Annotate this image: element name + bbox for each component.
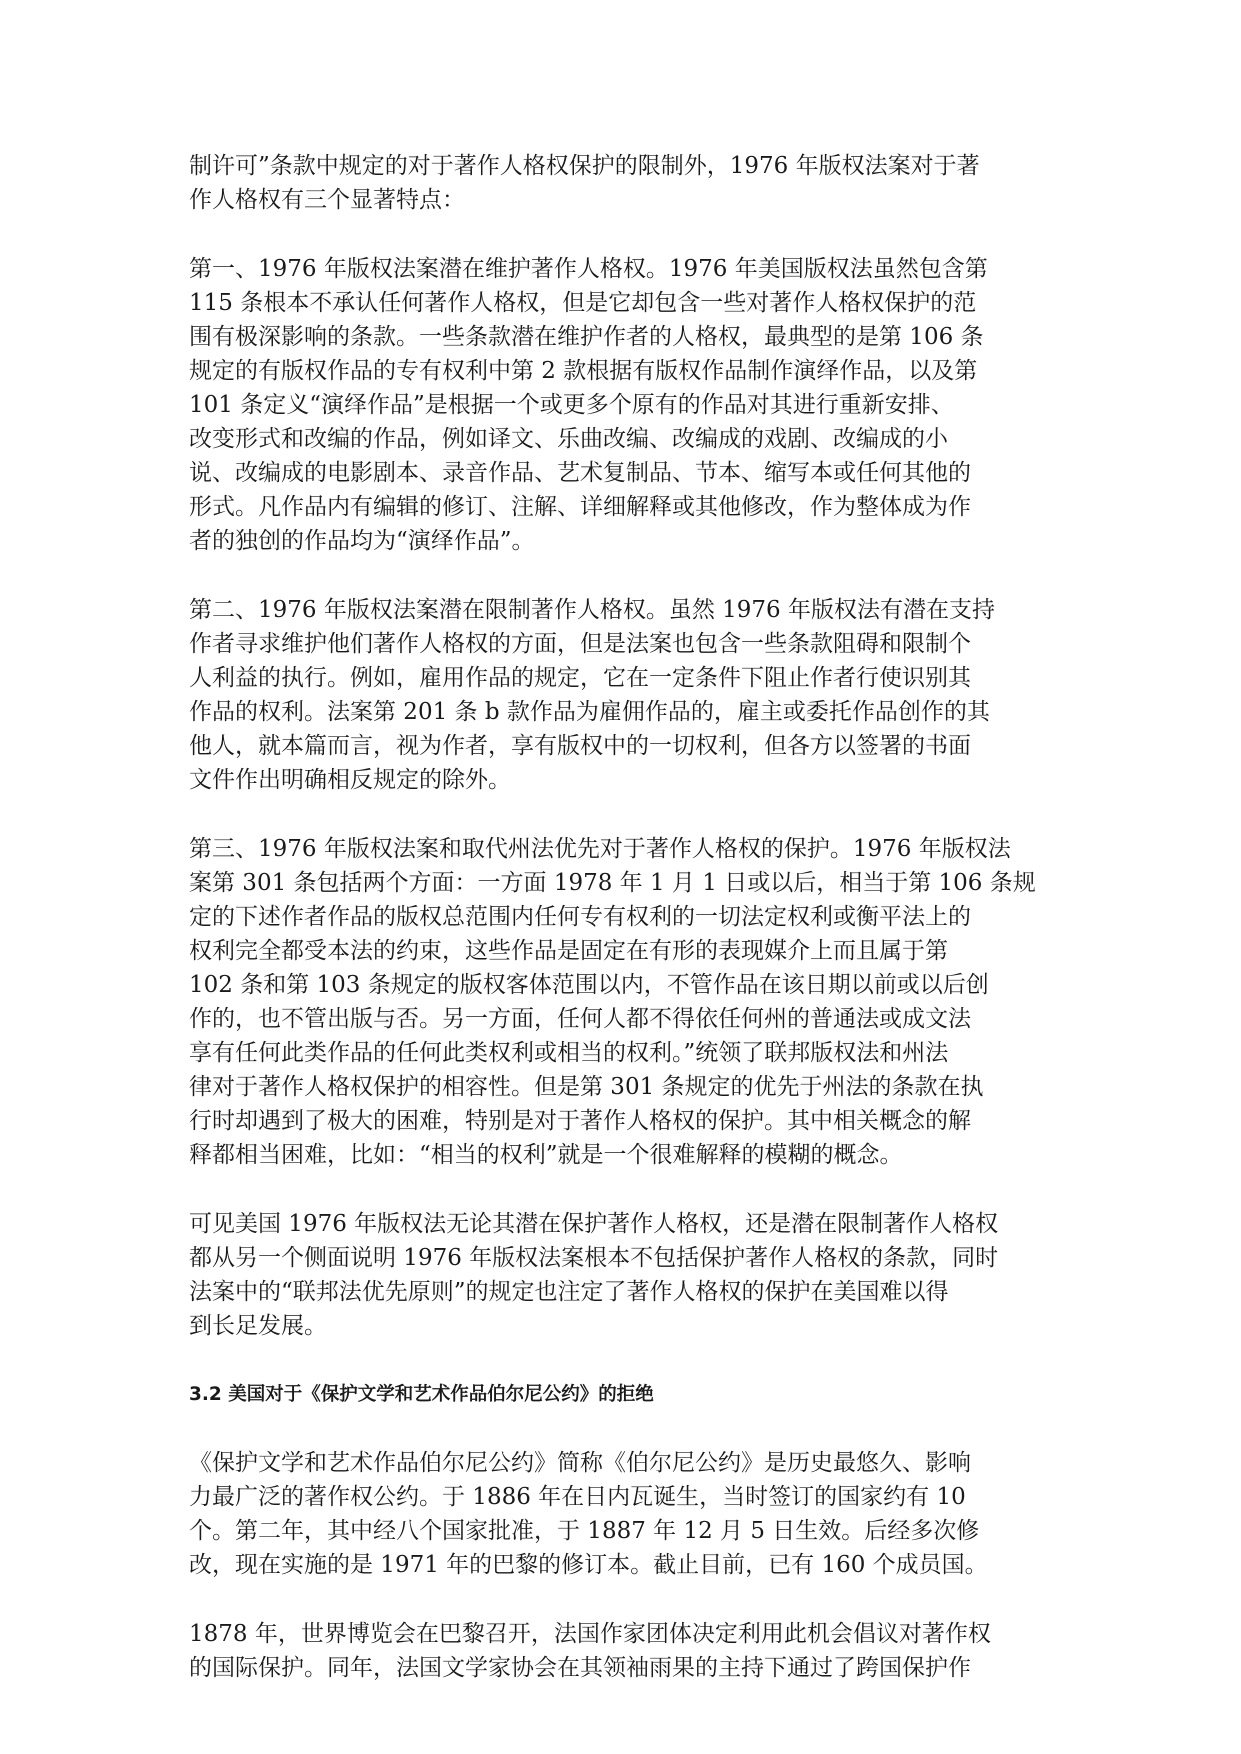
- document-body: [189, 149, 1069, 1720]
- paragraph-line: 法案中的“联邦法优先原则”的规定也注定了著作人格权的保护在美国难以得: [189, 1279, 949, 1305]
- paragraph: [189, 149, 1069, 217]
- paragraph-line: 作的，也不管出版与否。另一方面，任何人都不得依任何州的普通法或成文法: [189, 1006, 971, 1032]
- paragraph: [189, 1207, 1069, 1343]
- paragraph-line: 改，现在实施的是 1971 年的巴黎的修订本。截止目前，已有 160 个成员国。: [189, 1552, 988, 1578]
- paragraph-line: 第一、1976 年版权法案潜在维护著作人格权。1976 年美国版权法虽然包含第: [189, 256, 988, 282]
- paragraph-line: 文件作出明确相反规定的除外。: [189, 767, 511, 793]
- paragraph-line: 他人，就本篇而言，视为作者，享有版权中的一切权利，但各方以签署的书面: [189, 733, 971, 759]
- paragraph-line: 作品的权利。法案第 201 条 b 款作品为雇佣作品的，雇主或委托作品创作的其: [189, 699, 990, 725]
- paragraph-line: 行时却遇到了极大的困难，特别是对于著作人格权的保护。其中相关概念的解: [189, 1108, 971, 1134]
- paragraph-line: 的国际保护。同年，法国文学家协会在其领袖雨果的主持下通过了跨国保护作: [189, 1655, 971, 1681]
- paragraph-line: 到长足发展。: [189, 1313, 327, 1339]
- section-heading: 3.2 美国对于《保护文学和艺术作品伯尔尼公约》的拒绝: [189, 1384, 654, 1405]
- paragraph-line: 第二、1976 年版权法案潜在限制著作人格权。虽然 1976 年版权法有潜在支持: [189, 597, 995, 623]
- paragraph-line: 101 条定义“演绎作品”是根据一个或更多个原有的作品对其进行重新安排、: [189, 392, 954, 418]
- paragraph-line: 作者寻求维护他们著作人格权的方面，但是法案也包含一些条款阻碍和限制个: [189, 631, 971, 657]
- paragraph: [189, 1446, 1069, 1582]
- paragraph-group-bottom: [189, 1446, 1069, 1685]
- paragraph: [189, 252, 1069, 558]
- paragraph-line: 力最广泛的著作权公约。于 1886 年在日内瓦诞生，当时签订的国家约有 10: [189, 1484, 966, 1510]
- paragraph: [189, 832, 1069, 1172]
- paragraph-line: 1878 年，世界博览会在巴黎召开，法国作家团体决定利用此机会倡议对著作权: [189, 1621, 991, 1647]
- paragraph-line: 享有任何此类作品的任何此类权利或相当的权利。”统领了联邦版权法和州法: [189, 1040, 949, 1066]
- paragraph: [189, 1617, 1069, 1685]
- paragraph-line: 形式。凡作品内有编辑的修订、注解、详细解释或其他修改，作为整体成为作: [189, 494, 971, 520]
- paragraph-line: 案第 301 条包括两个方面：一方面 1978 年 1 月 1 日或以后，相当于第 106 条规: [189, 870, 1036, 896]
- paragraph-line: 围有极深影响的条款。一些条款潜在维护作者的人格权，最典型的是第 106 条: [189, 324, 984, 350]
- paragraph-line: 定的下述作者作品的版权总范围内任何专有权利的一切法定权利或衡平法上的: [189, 904, 971, 930]
- paragraph-line: 都从另一个侧面说明 1976 年版权法案根本不包括保护著作人格权的条款，同时: [189, 1245, 999, 1271]
- paragraph-line: 改变形式和改编的作品，例如译文、乐曲改编、改编成的戏剧、改编成的小: [189, 426, 948, 452]
- paragraph-line: 权利完全都受本法的约束，这些作品是固定在有形的表现媒介上而且属于第: [189, 938, 948, 964]
- paragraph-line: 102 条和第 103 条规定的版权客体范围以内，不管作品在该日期以前或以后创: [189, 972, 989, 998]
- paragraph-line: 说、改编成的电影剧本、录音作品、艺术复制品、节本、缩写本或任何其他的: [189, 460, 971, 486]
- paragraph-line: 规定的有版权作品的专有权利中第 2 款根据有版权作品制作演绎作品，以及第: [189, 358, 978, 384]
- paragraph-line: 115 条根本不承认任何著作人格权，但是它却包含一些对著作人格权保护的范: [189, 290, 977, 316]
- paragraph-line: 第三、1976 年版权法案和取代州法优先对于著作人格权的保护。1976 年版权法: [189, 836, 1011, 862]
- paragraph-line: 《保护文学和艺术作品伯尔尼公约》简称《伯尔尼公约》是历史最悠久、影响: [189, 1450, 971, 1476]
- paragraph-line: 律对于著作人格权保护的相容性。但是第 301 条规定的优先于州法的条款在执: [189, 1074, 984, 1100]
- paragraph-line: 释都相当困难，比如：“相当的权利”就是一个很难解释的模糊的概念。: [189, 1142, 903, 1168]
- paragraph-line: 者的独创的作品均为“演绎作品”。: [189, 528, 535, 554]
- paragraph-line: 可见美国 1976 年版权法无论其潜在保护著作人格权，还是潜在限制著作人格权: [189, 1211, 999, 1237]
- paragraph-line: 人利益的执行。例如，雇用作品的规定，它在一定条件下阻止作者行使识别其: [189, 665, 971, 691]
- paragraph-group-top: [189, 149, 1069, 1343]
- paragraph: [189, 593, 1069, 797]
- paragraph-line: 作人格权有三个显著特点：: [189, 187, 465, 213]
- paragraph-line: 个。第二年，其中经八个国家批准，于 1887 年 12 月 5 日生效。后经多次修: [189, 1518, 980, 1544]
- paragraph-line: 制许可”条款中规定的对于著作人格权保护的限制外，1976 年版权法案对于著: [189, 153, 980, 179]
